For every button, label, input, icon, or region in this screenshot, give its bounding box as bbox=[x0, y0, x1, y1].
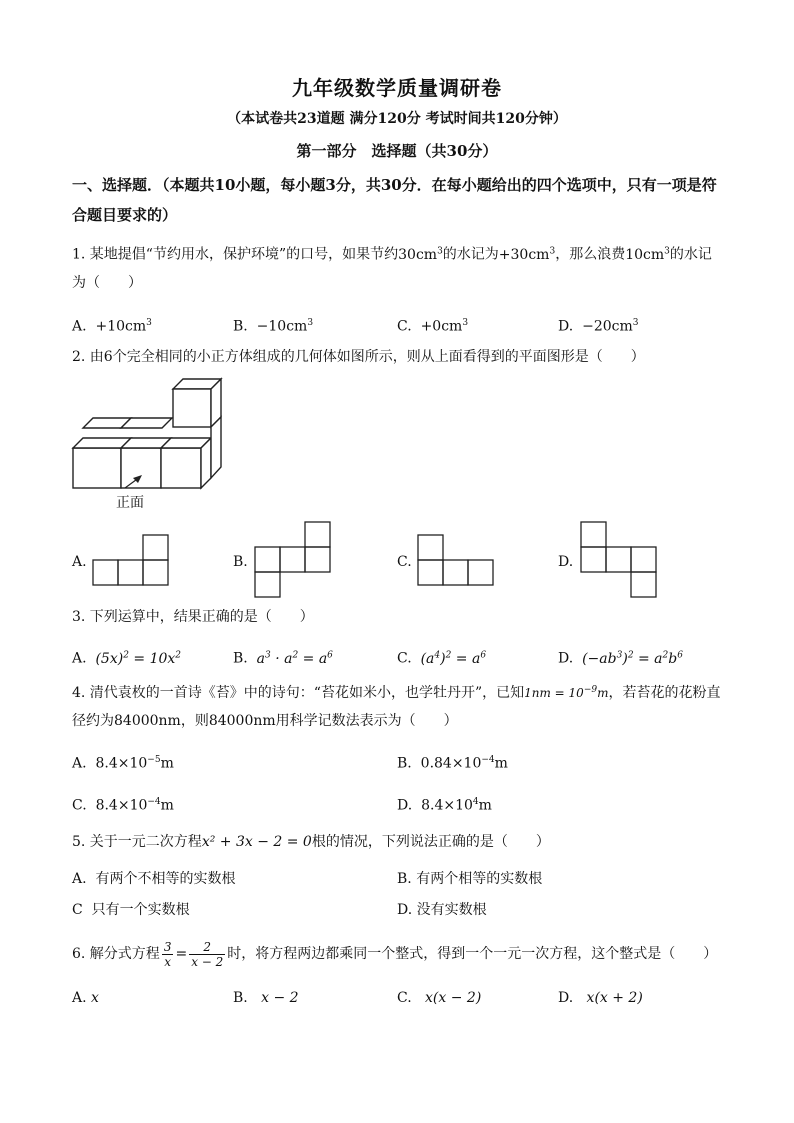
q2-option-d-figure[interactable] bbox=[580, 521, 660, 598]
question-4: 4. 清代袁枚的一首诗《苔》中的诗句：“苔花如米小，也学牡丹开”，已知$1nm = 10^{-9}m$，若苔花的花粉直 径约为84000nm，则84000nm用科学记数法表示为（ ） bbox=[72, 685, 721, 729]
q4-option-c[interactable]: C. $8.4\times 10^{-4}m$ bbox=[72, 797, 174, 814]
front-label: 正面 bbox=[116, 495, 144, 511]
part-heading: 第一部分 选择题（共30分） bbox=[296, 142, 498, 160]
q2-option-a-label[interactable]: A. bbox=[72, 554, 87, 570]
q1-value-3: $10cm^3$ bbox=[625, 246, 670, 263]
q2-option-c-figure[interactable] bbox=[417, 534, 497, 586]
q4-option-a[interactable]: A. $8.4\times 10^{-5}m$ bbox=[72, 755, 174, 772]
question-6: 6. 解分式方程 $\frac{3}{x}$ = $\frac{2}{x - 2}$ 时，将方程两边都乘同一个整式，得到一个一元一次方程，这个整式是（ ） bbox=[72, 939, 718, 969]
q3-option-a[interactable]: A. $(5x)^2 = 10x^2$ bbox=[72, 650, 182, 667]
q2-option-b-figure[interactable] bbox=[254, 521, 334, 598]
q4-option-b[interactable]: B. $0.84\times 10^{-4}m$ bbox=[397, 755, 508, 772]
q1-option-c[interactable]: C. $+0cm^3$ bbox=[397, 318, 469, 335]
cube-solid-figure bbox=[70, 385, 230, 515]
question-3: 3. 下列运算中，结果正确的是（ ） bbox=[72, 609, 314, 625]
q1-text-e: 为（ ） bbox=[72, 274, 142, 291]
page-subtitle: （本试卷共23道题 满分120分 考试时间共120分钟） bbox=[227, 111, 567, 127]
q1-value-1: $30cm^3$ bbox=[398, 246, 443, 263]
fraction-left: $\frac{3}{x}$ bbox=[163, 939, 172, 969]
q1-text-c: ，那么浪费 bbox=[555, 246, 626, 263]
q5-option-d[interactable]: D. 没有实数根 bbox=[397, 902, 487, 918]
q5-option-b[interactable]: B. 有两个相等的实数根 bbox=[397, 871, 543, 887]
q2-option-a-figure[interactable] bbox=[92, 534, 172, 586]
q6-option-d[interactable]: D. x(x + 2) bbox=[558, 990, 643, 1006]
q6-option-c[interactable]: C. x(x − 2) bbox=[397, 990, 482, 1006]
q3-option-c[interactable]: C. $(a^4)^2 = a^6$ bbox=[397, 650, 487, 667]
q1-option-a[interactable]: A. $+10cm^3$ bbox=[72, 318, 152, 335]
q6-option-a[interactable]: A. x bbox=[72, 990, 99, 1006]
fraction-right: $\frac{2}{x - 2}$ bbox=[191, 939, 224, 969]
question-1 bbox=[72, 237, 726, 297]
question-2: 2. 由6个完全相同的小正方体组成的几何体如图所示，则从上面看得到的平面图形是（ ） bbox=[72, 349, 645, 365]
section-heading: 一、选择题．（本题共10小题，每小题3分，共30分．在每小题给出的四个选项中，只有一项是符合题目要求的） bbox=[72, 176, 717, 224]
q1-option-b[interactable]: B. $-10cm^3$ bbox=[233, 318, 314, 335]
q1-option-d[interactable]: D. $-20cm^3$ bbox=[558, 318, 639, 335]
q4-option-d[interactable]: D. $8.4\times 10^4m$ bbox=[397, 797, 492, 814]
q1-text-d: 的水记 bbox=[669, 246, 712, 263]
q5-option-c[interactable]: C 只有一个实数根 bbox=[72, 902, 190, 918]
q3-option-b[interactable]: B. $a^3 \cdot a^2 = a^6$ bbox=[233, 650, 333, 667]
q5-option-a[interactable]: A. 有两个不相等的实数根 bbox=[72, 871, 236, 887]
q2-option-b-label[interactable]: B. bbox=[233, 554, 248, 570]
q1-text-b: 的水记为 bbox=[442, 246, 499, 263]
page-title: 九年级数学质量调研卷 bbox=[292, 76, 502, 100]
q1-value-2: $+30cm^3$ bbox=[498, 246, 556, 263]
q2-option-c-label[interactable]: C. bbox=[397, 554, 412, 570]
question-5: 5. 关于一元二次方程x² + 3x − 2 = 0根的情况，下列说法正确的是（ ） bbox=[72, 834, 550, 850]
q6-option-b[interactable]: B. x − 2 bbox=[233, 990, 299, 1006]
q1-text-a: 1. 某地提倡“节约用水，保护环境”的口号，如果节约 bbox=[72, 246, 399, 263]
q3-option-d[interactable]: D. $(-ab^3)^2 = a^2b^6$ bbox=[558, 650, 683, 667]
q2-option-d-label[interactable]: D. bbox=[558, 554, 574, 570]
